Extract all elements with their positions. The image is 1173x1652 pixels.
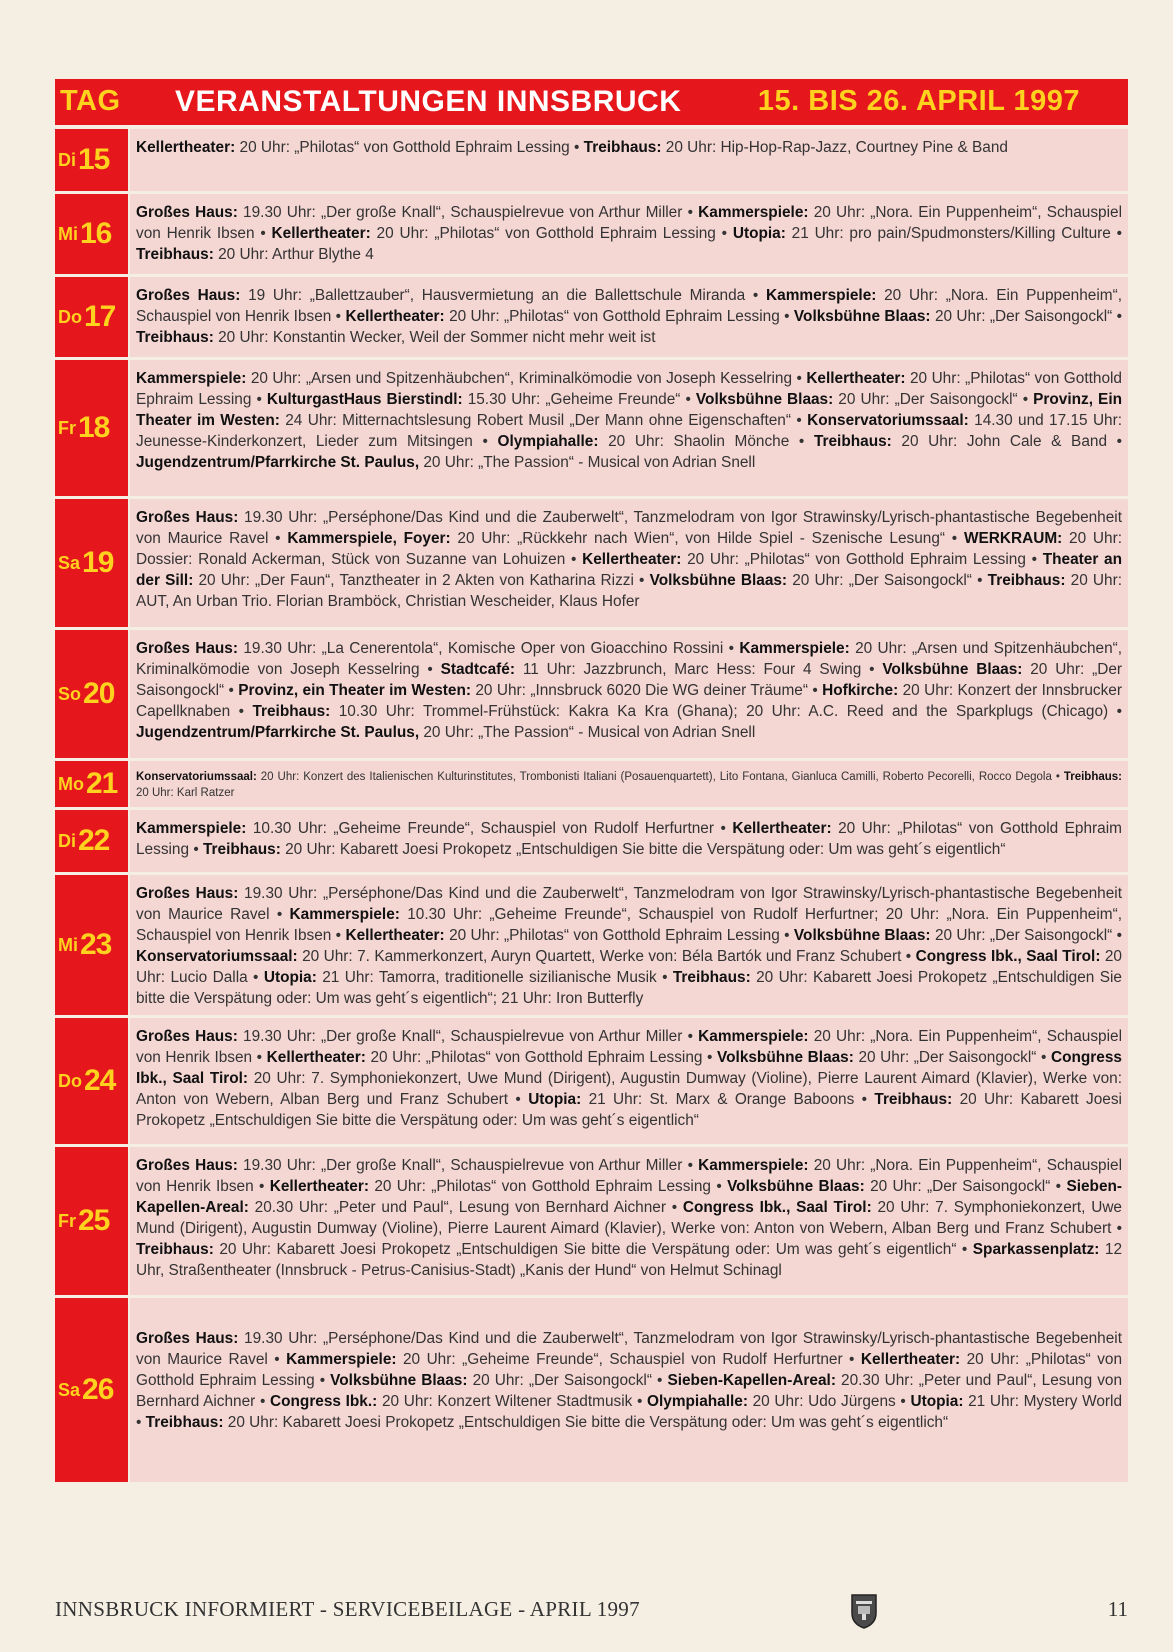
day-label	[55, 129, 128, 191]
day-number: 15	[78, 143, 110, 176]
venue-name: Hofkirche:	[822, 682, 899, 699]
venue-name: Kammerspiele:	[289, 906, 400, 923]
day-events	[130, 1298, 1128, 1482]
day-number: 26	[82, 1373, 114, 1406]
day-events	[130, 499, 1128, 627]
event-details: 20 Uhr: Kabarett Joesi Prokopetz „Entschuldigen Sie bitte die Verspätung oder: Um was geht´s eigentlich“	[227, 1414, 949, 1431]
venue-name: Sieben-Kapellen-Areal:	[667, 1372, 836, 1389]
venue-name: Großes Haus:	[136, 1330, 239, 1347]
venue-name: Treibhaus:	[136, 246, 214, 263]
venue-name: Stadtcafé:	[440, 661, 515, 678]
event-details: 20 Uhr: John Cale & Band •	[901, 433, 1123, 450]
day-events	[130, 761, 1128, 807]
event-details: 20 Uhr: „Nora. Ein Puppenheim“, Schauspiel von Henrik Ibsen •	[136, 1157, 1123, 1195]
venue-name: Großes Haus:	[136, 509, 239, 526]
venue-name: WERKRAUM:	[963, 530, 1063, 547]
day-label	[55, 875, 128, 1015]
event-details: 20 Uhr: Kabarett Joesi Prokopetz „Entschuldigen Sie bitte die Verspätung oder: Um was geht´s eigentlich“ •	[219, 1241, 968, 1258]
venue-name: Volksbühne Blaas:	[649, 572, 788, 589]
day-events	[130, 1018, 1128, 1144]
weekday-abbrev: Mi	[58, 934, 78, 955]
venue-name: Konservatoriumssaal:	[136, 948, 298, 965]
event-details: 10.30 Uhr: „Geheime Freunde“, Schauspiel von Rudolf Herfurtner; 20 Uhr: „Nora. Ein Puppenheim“, Schauspiel von Henrik Ibsen •	[136, 906, 1122, 944]
event-details: 20.30 Uhr: „Peter und Paul“, Lesung von Bernhard Aichner •	[136, 1372, 1123, 1410]
event-details: 21 Uhr: Mystery World •	[136, 1393, 1123, 1431]
weekday-abbrev: Do	[58, 306, 82, 327]
day-number: 16	[80, 217, 112, 250]
day-row	[55, 499, 1128, 627]
venue-name: Treibhaus:	[136, 329, 214, 346]
venue-name: Treibhaus:	[583, 139, 662, 156]
event-details: 10.30 Uhr: „Geheime Freunde“, Schauspiel von Rudolf Herfurtner •	[252, 820, 726, 837]
venue-name: KulturgastHaus Bierstindl:	[266, 391, 463, 408]
event-details: 15.30 Uhr: „Geheime Freunde“ •	[467, 391, 691, 408]
day-number: 20	[83, 677, 115, 710]
venue-name: Kellertheater:	[269, 1178, 369, 1195]
venue-name: Provinz, Ein Theater im Westen:	[136, 391, 1122, 429]
venue-name: Kellertheater:	[345, 927, 445, 944]
venue-name: Großes Haus:	[136, 204, 238, 221]
day-row	[55, 1018, 1128, 1144]
venue-name: Sieben-Kapellen-Areal:	[136, 1178, 1123, 1216]
venue-name: Jugendzentrum/Pfarrkirche St. Paulus,	[136, 454, 420, 471]
day-number: 23	[80, 928, 112, 961]
venue-name: Kammerspiele:	[739, 640, 850, 657]
day-events	[130, 194, 1128, 274]
day-number: 24	[84, 1064, 116, 1097]
event-details: 20 Uhr: „Der Faun“, Tanztheater in 2 Akten von Katharina Rizzi •	[198, 572, 645, 589]
weekday-abbrev: Di	[58, 149, 76, 170]
footer-publication: INNSBRUCK INFORMIERT - SERVICEBEILAGE - APRIL 1997	[55, 1597, 640, 1621]
event-details: 20 Uhr: Konstantin Wecker, Weil der Sommer nicht mehr weit ist	[218, 329, 656, 346]
event-details: 20 Uhr: „Der Saisongockl“ •	[934, 308, 1123, 325]
day-number: 22	[78, 824, 110, 857]
event-details: 20 Uhr: Konzert der Innsbrucker Capellknaben •	[136, 682, 1122, 720]
venue-name: Volksbühne Blaas:	[695, 391, 834, 408]
day-rows	[55, 129, 1128, 1482]
event-details: 21 Uhr: Tamorra, traditionelle sizilianische Musik •	[322, 969, 668, 986]
day-label	[55, 1298, 128, 1482]
event-details: 19.30 Uhr: „Der große Knall“, Schauspielrevue von Arthur Miller •	[243, 1157, 693, 1174]
page-footer	[55, 1597, 1128, 1631]
event-details: 20 Uhr: „Der Saisongockl“ •	[838, 391, 1029, 408]
day-label	[55, 810, 128, 872]
event-details: 20 Uhr: „Der Saisongockl“ •	[870, 1178, 1062, 1195]
venue-name: Sparkassenplatz:	[972, 1241, 1100, 1258]
event-details: 20 Uhr: „Philotas“ von Gotthold Ephraim Lessing •	[136, 1351, 1123, 1389]
venue-name: Kellertheater:	[266, 1049, 366, 1066]
day-events	[130, 630, 1128, 758]
venue-name: Kammerspiele:	[136, 820, 247, 837]
weekday-abbrev: Fr	[58, 417, 76, 438]
venue-name: Großes Haus:	[136, 885, 239, 902]
day-row	[55, 875, 1128, 1015]
event-details: 20 Uhr: „Philotas“ von Gotthold Ephraim Lessing •	[374, 1178, 722, 1195]
day-number: 21	[86, 767, 118, 800]
venue-name: Kammerspiele:	[136, 370, 247, 387]
event-details: 19.30 Uhr: „Der große Knall“, Schauspielrevue von Arthur Miller •	[243, 1028, 693, 1045]
event-details: 20 Uhr: Hip-Hop-Rap-Jazz, Courtney Pine & Band	[665, 139, 1008, 156]
event-details: 20 Uhr: „Innsbruck 6020 Die WG deiner Träume“ •	[475, 682, 818, 699]
event-details: 20.30 Uhr: „Peter und Paul“, Lesung von Bernhard Aichner •	[254, 1199, 678, 1216]
venue-name: Kellertheater:	[860, 1351, 961, 1368]
day-events	[130, 810, 1128, 872]
weekday-abbrev: Fr	[58, 1210, 76, 1231]
venue-name: Großes Haus:	[136, 1157, 238, 1174]
event-details: 20 Uhr: „Der Saisongockl“ •	[858, 1049, 1047, 1066]
venue-name: Großes Haus:	[136, 1028, 238, 1045]
venue-name: Volksbühne Blaas:	[793, 927, 931, 944]
event-details: 20 Uhr: „Arsen und Spitzenhäubchen“, Kriminalkömodie von Joseph Kesselring •	[136, 640, 1123, 678]
event-details: 10.30 Uhr: Trommel-Frühstück: Kakra Ka Kra (Ghana); 20 Uhr: A.C. Reed and the Sparkplugs (Chicago) •	[338, 703, 1123, 720]
header-date-range: 15. BIS 26. APRIL 1997	[757, 85, 1080, 117]
event-details: 20 Uhr: „Nora. Ein Puppenheim“, Schauspiel von Henrik Ibsen •	[136, 204, 1123, 242]
day-label	[55, 194, 128, 274]
event-calendar	[55, 79, 1128, 1485]
event-details: 20 Uhr: Lucio Dalla •	[136, 948, 1122, 986]
day-number: 25	[78, 1204, 110, 1237]
weekday-abbrev: Mo	[58, 773, 84, 794]
venue-name: Provinz, ein Theater im Westen:	[238, 682, 471, 699]
event-details: 20 Uhr: „The Passion“ - Musical von Adrian Snell	[423, 724, 756, 741]
venue-name: Großes Haus:	[136, 287, 241, 304]
event-details: 20 Uhr: „Rückkehr nach Wien“, von Hilde Spiel - Szenische Lesung“ •	[457, 530, 958, 547]
day-label	[55, 277, 128, 357]
weekday-abbrev: Sa	[58, 1379, 81, 1400]
event-details: 20 Uhr: „Geheime Freunde“, Schauspiel von Rudolf Herfurtner •	[402, 1351, 855, 1368]
day-number: 19	[82, 546, 114, 579]
venue-name: Utopia:	[910, 1393, 964, 1410]
day-events	[130, 875, 1128, 1015]
header-title: VERANSTALTUNGEN INNSBRUCK	[175, 85, 682, 118]
event-details: 19.30 Uhr: „Perséphone/Das Kind und die Zauberwelt“, Tanzmelodram von Igor Strawinsky/Lyrisch-phantastische Begebenheit von Maurice Ravel •	[136, 885, 1123, 923]
day-label	[55, 1018, 128, 1144]
venue-name: Treibhaus:	[203, 841, 281, 858]
event-details: 20 Uhr: „Arsen und Spitzenhäubchen“, Kriminalkömodie von Joseph Kesselring •	[250, 370, 802, 387]
calendar-header	[55, 79, 1128, 125]
venue-name: Kellertheater:	[582, 551, 682, 568]
event-details: 20 Uhr: „Philotas“ von Gotthold Ephraim Lessing •	[376, 225, 728, 242]
header-tag-label: TAG	[60, 85, 121, 117]
venue-name: Treibhaus:	[252, 703, 331, 720]
venue-name: Kellertheater:	[732, 820, 832, 837]
venue-name: Volksbühne Blaas:	[793, 308, 931, 325]
day-row	[55, 761, 1128, 807]
weekday-abbrev: Di	[58, 830, 76, 851]
event-details: 20 Uhr: „Philotas“ von Gotthold Ephraim Lessing •	[449, 927, 790, 944]
weekday-abbrev: Do	[58, 1070, 82, 1091]
day-events	[130, 129, 1128, 191]
event-details: 20 Uhr: „Philotas“ von Gotthold Ephraim Lessing •	[136, 370, 1122, 408]
day-row	[55, 630, 1128, 758]
event-details: 20 Uhr: „Philotas“ von Gotthold Ephraim Lessing •	[449, 308, 790, 325]
day-label	[55, 1147, 128, 1295]
venue-name: Kammerspiele:	[766, 287, 877, 304]
event-details: 20 Uhr: „Philotas“ von Gotthold Ephraim Lessing •	[370, 1049, 713, 1066]
venue-name: Congress Ibk.:	[270, 1393, 378, 1410]
venue-name: Treibhaus:	[145, 1414, 224, 1431]
venue-name: Kellertheater:	[345, 308, 445, 325]
venue-name: Volksbühne Blaas:	[330, 1372, 468, 1389]
venue-name: Utopia:	[528, 1091, 582, 1108]
day-row	[55, 1147, 1128, 1295]
venue-name: Treibhaus:	[672, 969, 751, 986]
day-row	[55, 1298, 1128, 1482]
venue-name: Congress Ibk., Saal Tirol:	[915, 948, 1101, 965]
event-details: 20 Uhr: „Der Saisongockl“ •	[792, 572, 983, 589]
event-details: 20 Uhr: Arthur Blythe 4	[218, 246, 374, 263]
event-details: 19.30 Uhr: „Perséphone/Das Kind und die Zauberwelt“, Tanzmelodram von Igor Strawinsky/Lyrisch-phantastische Begebenheit von Maurice Ravel •	[136, 509, 1123, 547]
event-details: 20 Uhr: „Der Saisongockl“ •	[934, 927, 1123, 944]
day-row	[55, 810, 1128, 872]
event-details: 20 Uhr: Konzert des Italienischen Kulturinstitutes, Trombonisti Italiani (Posauenquartett), Lito Fontana, Gianluca Camilli, Roberto Pecorelli, Rocco Degola •	[260, 771, 1060, 783]
day-events	[130, 1147, 1128, 1295]
venue-name: Kellertheater:	[136, 139, 236, 156]
event-details: 19.30 Uhr: „Der große Knall“, Schauspielrevue von Arthur Miller •	[243, 204, 693, 221]
day-label	[55, 499, 128, 627]
event-details: 20 Uhr: Shaolin Mönche •	[608, 433, 805, 450]
event-details: 21 Uhr: St. Marx & Orange Baboons •	[588, 1091, 868, 1108]
venue-name: Volksbühne Blaas:	[717, 1049, 854, 1066]
day-events	[130, 360, 1128, 496]
event-details: 19 Uhr: „Ballettzauber“, Hausvermietung an die Ballettschule Miranda •	[248, 287, 759, 304]
venue-name: Treibhaus:	[1063, 771, 1122, 783]
event-details: 20 Uhr: Konzert Wiltener Stadtmusik •	[381, 1393, 643, 1410]
page-number: 11	[1107, 1597, 1128, 1621]
event-details: 20 Uhr: „Philotas“ von Gotthold Ephraim Lessing •	[136, 820, 1122, 858]
venue-name: Olympiahalle:	[647, 1393, 748, 1410]
day-row	[55, 194, 1128, 274]
venue-name: Kammerspiele, Foyer:	[287, 530, 451, 547]
event-details: 20 Uhr: Kabarett Joesi Prokopetz „Entschuldigen Sie bitte die Verspätung oder: Um was geht´s eigentlich“	[285, 841, 1006, 858]
venue-name: Großes Haus:	[136, 640, 238, 657]
city-crest-icon	[850, 1593, 878, 1629]
event-details: 14.30 und 17.15 Uhr: Jeunesse-Kinderkonzert, Lieder zum Mitsingen •	[136, 412, 1123, 450]
venue-name: Kammerspiele:	[698, 1028, 809, 1045]
venue-name: Konservatoriumssaal:	[807, 412, 969, 429]
venue-name: Utopia:	[263, 969, 317, 986]
venue-name: Kellertheater:	[806, 370, 906, 387]
venue-name: Olympiahalle:	[497, 433, 599, 450]
venue-name: Kammerspiele:	[286, 1351, 397, 1368]
event-details: 24 Uhr: Mitternachtslesung Robert Musil „Der Mann ohne Eigenschaften“ •	[285, 412, 802, 429]
day-row	[55, 277, 1128, 357]
event-details: 20 Uhr: 7. Symphoniekonzert, Uwe Mund (Dirigent), Augustin Dumway (Violine), Pierre Laurent Aimard (Klavier), Werke von: Anton von Webern, Alban Berg und Franz Schubert •	[136, 1070, 1122, 1108]
day-row	[55, 129, 1128, 191]
event-details: 20 Uhr: Karl Ratzer	[136, 787, 235, 800]
venue-name: Congress Ibk., Saal Tirol:	[682, 1199, 872, 1216]
event-details: 11 Uhr: Jazzbrunch, Marc Hess: Four 4 Swing •	[522, 661, 875, 678]
venue-name: Congress Ibk., Saal Tirol:	[136, 1049, 1122, 1087]
venue-name: Kammerspiele:	[698, 1157, 809, 1174]
event-details: 20 Uhr: Udo Jürgens •	[752, 1393, 906, 1410]
event-details: 20 Uhr: AUT, An Urban Trio. Florian Bramböck, Christian Wescheider, Klaus Hofer	[136, 572, 1123, 610]
day-events	[130, 277, 1128, 357]
venue-name: Theater an der Sill:	[136, 551, 1123, 589]
day-row	[55, 360, 1128, 496]
day-number: 17	[84, 300, 116, 333]
event-details: 20 Uhr: 7. Symphoniekonzert, Uwe Mund (Dirigent), Augustin Dumway (Violine), Pierre Laurent Aimard (Klavier), Werke von: Anton von Webern, Alban Berg und Franz Schubert •	[136, 1199, 1122, 1237]
event-details: 20 Uhr: Kabarett Joesi Prokopetz „Entschuldigen Sie bitte die Verspätung oder: Um was geht´s eigentlich“	[136, 1091, 1122, 1129]
event-details: 20 Uhr: „Der Saisongockl“ •	[136, 661, 1123, 699]
venue-name: Kellertheater:	[271, 225, 371, 242]
weekday-abbrev: Sa	[58, 552, 81, 573]
event-details: 19.30 Uhr: „Perséphone/Das Kind und die Zauberwelt“, Tanzmelodram von Igor Strawinsky/Lyrisch-phantastische Begebenheit von Maurice Ravel •	[136, 1330, 1123, 1368]
weekday-abbrev: Mi	[58, 223, 78, 244]
venue-name: Konservatoriumssaal:	[136, 771, 257, 783]
event-details: 20 Uhr: Dossier: Ronald Ackerman, Stück von Suzanne van Lohuizen •	[136, 530, 1122, 568]
event-details: 19.30 Uhr: „La Cenerentola“, Komische Oper von Gioacchino Rossini •	[243, 640, 735, 657]
event-details: 20 Uhr: 7. Kammerkonzert, Auryn Quartett, Werke von: Béla Bartók und Franz Schubert •	[302, 948, 912, 965]
event-details: 20 Uhr: „Nora. Ein Puppenheim“, Schauspiel von Henrik Ibsen •	[136, 1028, 1123, 1066]
event-details: 20 Uhr: „Der Saisongockl“ •	[472, 1372, 663, 1389]
event-details: 20 Uhr: „Nora. Ein Puppenheim“, Schauspiel von Henrik Ibsen •	[136, 287, 1122, 325]
venue-name: Kammerspiele:	[698, 204, 809, 221]
venue-name: Treibhaus:	[136, 1241, 214, 1258]
day-label	[55, 630, 128, 758]
event-details: 21 Uhr: pro pain/Spudmonsters/Killing Culture •	[791, 225, 1123, 242]
event-details: 20 Uhr: „Philotas“ von Gotthold Ephraim Lessing •	[687, 551, 1038, 568]
weekday-abbrev: So	[58, 683, 82, 704]
venue-name: Treibhaus:	[813, 433, 892, 450]
day-label	[55, 761, 128, 807]
venue-name: Treibhaus:	[874, 1091, 953, 1108]
event-details: 20 Uhr: „The Passion“ - Musical von Adrian Snell	[423, 454, 756, 471]
venue-name: Utopia:	[732, 225, 786, 242]
venue-name: Jugendzentrum/Pfarrkirche St. Paulus,	[136, 724, 420, 741]
event-details: 20 Uhr: „Philotas“ von Gotthold Ephraim Lessing •	[239, 139, 580, 156]
day-number: 18	[78, 411, 110, 444]
venue-name: Treibhaus:	[987, 572, 1066, 589]
venue-name: Volksbühne Blaas:	[727, 1178, 865, 1195]
event-details: 20 Uhr: Kabarett Joesi Prokopetz „Entschuldigen Sie bitte die Verspätung oder: Um was geht´s eigentlich“; 21 Uhr: Iron Butterfly	[136, 969, 1122, 1007]
day-label	[55, 360, 128, 496]
venue-name: Volksbühne Blaas:	[882, 661, 1023, 678]
event-details: 12 Uhr, Straßentheater (Innsbruck - Petrus-Canisius-Stadt) „Kanis der Hund“ von Helmut Schinagl	[136, 1241, 1123, 1279]
